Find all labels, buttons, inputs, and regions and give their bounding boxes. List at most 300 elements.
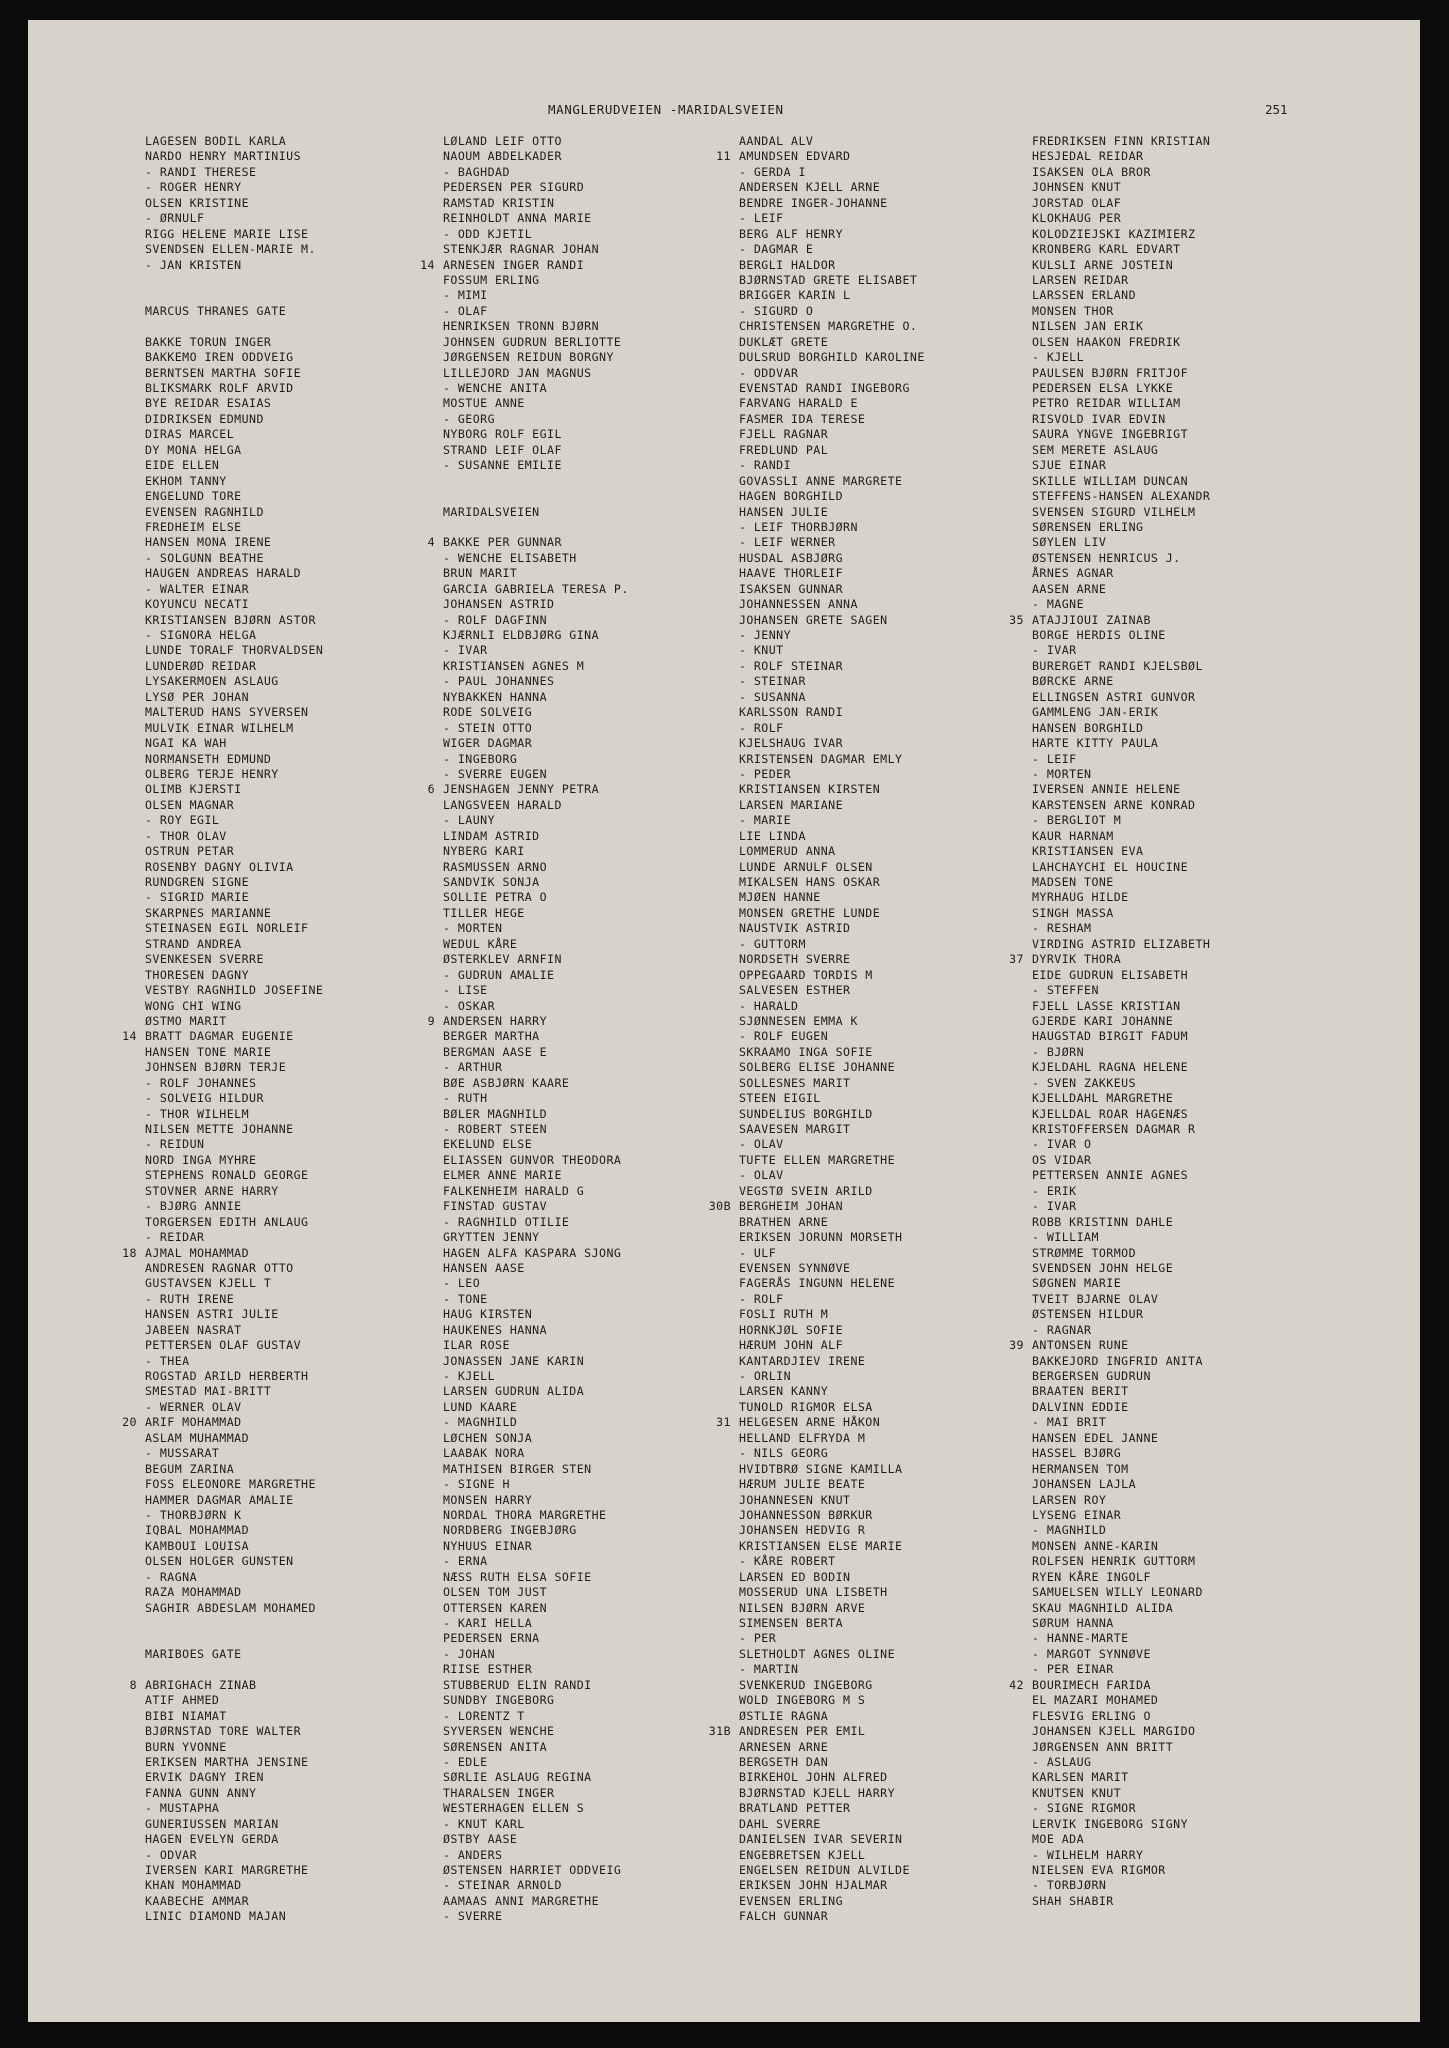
resident-name: HERMANSEN TOM xyxy=(1032,1461,1129,1476)
resident-name: - RESHAM xyxy=(1032,921,1092,936)
listing-row xyxy=(443,458,629,473)
resident-name: KRONBERG KARL EDVART xyxy=(1032,242,1181,257)
listing-row xyxy=(1032,134,1210,149)
resident-name: STRAND LEIF OLAF xyxy=(443,442,562,457)
listing-row xyxy=(145,1215,323,1230)
resident-name: EIDE GUDRUN ELISABETH xyxy=(1032,967,1189,982)
listing-row xyxy=(1032,1863,1210,1878)
listing-row xyxy=(443,1709,629,1724)
listing-row xyxy=(443,659,629,674)
resident-name: LAABAK NORA xyxy=(443,1446,525,1461)
resident-name: ASLAM MUHAMMAD xyxy=(145,1430,250,1445)
listing-row xyxy=(145,319,323,334)
listing-row xyxy=(739,196,925,211)
resident-name: NILSEN JAN ERIK xyxy=(1032,319,1144,334)
resident-name: - LAUNY xyxy=(443,813,496,828)
resident-name: ØSTLIE RAGNA xyxy=(739,1708,829,1723)
listing-row xyxy=(122,1029,323,1044)
resident-name: RYEN KÅRE INGOLF xyxy=(1032,1569,1151,1584)
listing-row xyxy=(739,613,925,628)
resident-name: - TONE xyxy=(443,1291,488,1306)
resident-name: LERVIK INGEBORG SIGNY xyxy=(1032,1816,1189,1831)
resident-name: EIDE ELLEN xyxy=(145,458,220,473)
resident-name: - ROLF xyxy=(739,720,784,735)
resident-name: SVENKERUD INGEBORG xyxy=(739,1677,873,1692)
listing-row xyxy=(1032,319,1210,334)
listing-row xyxy=(739,1631,925,1646)
resident-name: HAMMER DAGMAR AMALIE xyxy=(145,1492,294,1507)
listing-row xyxy=(145,1894,323,1909)
resident-name: GUSTAVSEN KJELL T xyxy=(145,1276,272,1291)
resident-name: - MAGNHILD xyxy=(443,1415,518,1430)
resident-name: - BJØRN xyxy=(1032,1044,1085,1059)
resident-name: - ROLF JOHANNES xyxy=(145,1075,257,1090)
listing-row xyxy=(443,1122,629,1137)
listing-row xyxy=(443,288,629,303)
listing-row xyxy=(739,180,925,195)
listing-row xyxy=(739,1400,925,1415)
listing-row xyxy=(739,767,925,782)
listing-row xyxy=(739,582,925,597)
listing-row xyxy=(739,1894,925,1909)
listing-row xyxy=(145,1091,323,1106)
listing-row xyxy=(145,196,323,211)
listing-row xyxy=(739,1678,925,1693)
resident-name: OLSEN MAGNAR xyxy=(145,797,235,812)
listing-row xyxy=(1032,1493,1210,1508)
resident-name: - PEDER xyxy=(739,766,792,781)
resident-name: - MAI BRIT xyxy=(1032,1415,1107,1430)
resident-name: KANTARDJIEV IRENE xyxy=(739,1353,866,1368)
listing-row xyxy=(739,288,925,303)
listing-row xyxy=(145,597,323,612)
resident-name: PETTERSEN ANNIE AGNES xyxy=(1032,1168,1189,1183)
house-number: 4 xyxy=(427,535,435,550)
resident-name: MADSEN TONE xyxy=(1032,875,1114,889)
listing-row xyxy=(739,535,925,550)
listing-row xyxy=(443,890,629,905)
listing-row xyxy=(145,1554,323,1569)
resident-name: ARNESEN ARNE xyxy=(739,1739,829,1754)
listing-row xyxy=(1032,443,1210,458)
resident-name: RODE SOLVEIG xyxy=(443,705,533,720)
resident-name: EVENSEN RAGNHILD xyxy=(145,504,264,519)
resident-name: - SVEN ZAKKEUS xyxy=(1032,1075,1137,1090)
resident-name: - SOLGUNN BEATHE xyxy=(145,550,264,565)
listing-row xyxy=(145,1107,323,1122)
listing-row xyxy=(739,1060,925,1075)
resident-name: MARCUS THRANES GATE xyxy=(145,303,287,318)
listing-row xyxy=(443,1693,629,1708)
resident-name: BRATT DAGMAR EUGENIE xyxy=(145,1029,294,1044)
resident-name: SOLBERG ELISE JOHANNE xyxy=(739,1060,896,1075)
listing-row xyxy=(739,906,925,921)
resident-name: SØRUM HANNA xyxy=(1032,1616,1114,1630)
listing-row xyxy=(443,1060,629,1075)
listing-row xyxy=(739,844,925,859)
directory-page xyxy=(28,20,1420,2022)
resident-name: CHRISTENSEN MARGRETHE O. xyxy=(739,319,918,334)
resident-name: - RUTH xyxy=(443,1091,488,1106)
resident-name: AANDAL ALV xyxy=(739,134,814,148)
listing-row xyxy=(1032,875,1210,890)
listing-row xyxy=(427,535,629,550)
resident-name: - JENNY xyxy=(739,628,792,642)
listing-row xyxy=(739,597,925,612)
resident-name: - IVAR xyxy=(443,643,488,658)
resident-name: IVERSEN KARI MARGRETHE xyxy=(145,1863,309,1877)
resident-name: MONSEN HARRY xyxy=(443,1492,533,1507)
listing-row xyxy=(739,721,925,736)
listing-row xyxy=(739,1539,925,1554)
resident-name: - JAN KRISTEN xyxy=(145,257,242,272)
listing-row xyxy=(145,366,323,381)
resident-name: KARLSEN MARIT xyxy=(1032,1770,1129,1785)
resident-name: - OLAF xyxy=(443,303,488,318)
resident-name: - GEORG xyxy=(443,411,496,426)
resident-name: OLBERG TERJE HENRY xyxy=(145,766,279,781)
resident-name: - RANDI THERESE xyxy=(145,164,257,179)
listing-row xyxy=(443,1631,629,1646)
listing-row xyxy=(739,1261,925,1276)
listing-row xyxy=(1032,1369,1210,1384)
resident-name: JENSHAGEN JENNY PETRA xyxy=(443,782,600,797)
resident-name: BRAATEN BERIT xyxy=(1032,1384,1129,1399)
listing-row xyxy=(145,752,323,767)
listing-row xyxy=(145,381,323,396)
listing-row xyxy=(145,258,323,273)
resident-name: MOSTUE ANNE xyxy=(443,396,525,411)
resident-name: JOHNSEN BJØRN TERJE xyxy=(145,1060,287,1075)
listing-row xyxy=(739,983,925,998)
listing-row xyxy=(122,1245,323,1261)
listing-row xyxy=(739,1848,925,1863)
resident-name: - BAGHDAD xyxy=(443,164,510,179)
resident-name: TILLER HEGE xyxy=(443,905,525,920)
resident-name: SJØNNESEN EMMA K xyxy=(739,1013,858,1028)
listing-row xyxy=(739,1137,925,1152)
listing-row xyxy=(145,1709,323,1724)
resident-name: BLIKSMARK ROLF ARVID xyxy=(145,381,294,395)
listing-row xyxy=(1009,1677,1210,1693)
house-number: 6 xyxy=(427,782,435,797)
resident-name: LØLAND LEIF OTTO xyxy=(443,134,562,148)
listing-row xyxy=(443,1369,629,1384)
listing-row xyxy=(145,659,323,674)
resident-name: ANTONSEN RUNE xyxy=(1032,1338,1129,1353)
listing-row xyxy=(443,1215,629,1230)
listing-row xyxy=(443,1431,629,1446)
listing-row xyxy=(1032,505,1210,520)
resident-name: - STEINAR ARNOLD xyxy=(443,1878,562,1893)
listing-row xyxy=(145,288,323,303)
resident-name: OLSEN HOLGER GUNSTEN xyxy=(145,1554,294,1569)
resident-name: ERVIK DAGNY IREN xyxy=(145,1770,264,1785)
listing-row xyxy=(443,875,629,890)
resident-name: - HARALD xyxy=(739,998,799,1013)
listing-row xyxy=(145,474,323,489)
listing-row xyxy=(1032,1724,1210,1739)
listing-row xyxy=(739,782,925,797)
resident-name: HAGEN EVELYN GERDA xyxy=(145,1832,279,1847)
listing-row xyxy=(1032,304,1210,319)
listing-row xyxy=(443,1338,629,1353)
listing-row xyxy=(739,566,925,581)
resident-name: ATAJJIOUI ZAINAB xyxy=(1032,612,1151,627)
listing-row xyxy=(1032,1354,1210,1369)
resident-name: LAHCHAYCHI EL HOUCINE xyxy=(1032,859,1189,874)
listing-row xyxy=(1032,1570,1210,1585)
resident-name: KRISTIANSEN EVA xyxy=(1032,844,1144,859)
listing-row xyxy=(739,1755,925,1770)
resident-name: - STEIN OTTO xyxy=(443,720,533,735)
listing-row xyxy=(145,1168,323,1183)
listing-row xyxy=(443,628,629,643)
resident-name: TUFTE ELLEN MARGRETHE xyxy=(739,1152,896,1167)
resident-name: FAGERÅS INGUNN HELENE xyxy=(739,1276,896,1291)
listing-row xyxy=(443,180,629,195)
resident-name: MALTERUD HANS SYVERSEN xyxy=(145,705,309,720)
resident-name: LUNDERØD REIDAR xyxy=(145,658,257,673)
listing-row xyxy=(443,752,629,767)
resident-name: BENDRE INGER-JOHANNE xyxy=(739,195,888,210)
resident-name: SAGHIR ABDESLAM MOHAMED xyxy=(145,1600,316,1615)
listing-row xyxy=(145,1848,323,1863)
resident-name: - TORBJØRN xyxy=(1032,1878,1107,1893)
listing-row xyxy=(1032,1647,1210,1662)
resident-name: STEINASEN EGIL NORLEIF xyxy=(145,921,309,936)
resident-name: BRUN MARIT xyxy=(443,566,518,581)
listing-row xyxy=(739,1585,925,1600)
listing-row xyxy=(145,1817,323,1832)
listing-row xyxy=(443,1585,629,1600)
resident-name: - SIGURD O xyxy=(739,303,814,318)
listing-row xyxy=(443,844,629,859)
resident-name: LIE LINDA xyxy=(739,828,806,843)
resident-name: - MUSTAPHA xyxy=(145,1801,220,1816)
listing-row xyxy=(145,736,323,751)
listing-row xyxy=(739,1230,925,1245)
resident-name: HAUG KIRSTEN xyxy=(443,1307,533,1322)
resident-name: LAGESEN BODIL KARLA xyxy=(145,134,287,148)
listing-row xyxy=(443,304,629,319)
resident-name: NAOUM ABDELKADER xyxy=(443,149,562,164)
listing-row xyxy=(443,813,629,828)
resident-name: NORD INGA MYHRE xyxy=(145,1152,257,1167)
listing-row xyxy=(739,1477,925,1492)
resident-name: - GUTTORM xyxy=(739,936,806,951)
resident-name: - MUSSARAT xyxy=(145,1446,220,1461)
resident-name: KRISTIANSEN BJØRN ASTOR xyxy=(145,612,316,627)
resident-name: ENGELUND TORE xyxy=(145,489,242,504)
resident-name: - OLAV xyxy=(739,1168,784,1183)
listing-row xyxy=(145,396,323,411)
resident-name: WOLD INGEBORG M S xyxy=(739,1693,866,1708)
listing-row xyxy=(443,1601,629,1616)
resident-name: - ROGER HENRY xyxy=(145,180,242,195)
listing-row xyxy=(1032,860,1210,875)
resident-name: ANDRESEN PER EMIL xyxy=(739,1724,866,1739)
listing-row xyxy=(145,1539,323,1554)
resident-name: PEDERSEN ERNA xyxy=(443,1631,540,1646)
resident-name: HAUGEN ANDREAS HARALD xyxy=(145,566,302,581)
resident-name: - IVAR xyxy=(1032,643,1077,658)
listing-row xyxy=(739,1246,925,1261)
resident-name: KARLSSON RANDI xyxy=(739,705,844,720)
listing-row xyxy=(1032,937,1210,952)
resident-name: KJÆRNLI ELDBJØRG GINA xyxy=(443,628,600,642)
listing-row xyxy=(145,782,323,797)
resident-name: EKELUND ELSE xyxy=(443,1137,533,1152)
resident-name: RIGG HELENE MARIE LISE xyxy=(145,226,309,241)
resident-name: - ERNA xyxy=(443,1554,488,1569)
listing-row xyxy=(145,1570,323,1585)
listing-row xyxy=(443,829,629,844)
listing-row xyxy=(129,1677,323,1693)
listing-row xyxy=(443,921,629,936)
resident-name: WIGER DAGMAR xyxy=(443,736,533,751)
listing-row xyxy=(443,1770,629,1785)
listing-row xyxy=(1032,1848,1210,1863)
resident-name: - SIGNE H xyxy=(443,1477,510,1492)
listing-row xyxy=(443,1292,629,1307)
resident-name: STUBBERUD ELIN RANDI xyxy=(443,1677,592,1692)
resident-name: BØLER MAGNHILD xyxy=(443,1106,548,1121)
listing-row xyxy=(1032,520,1210,535)
resident-name: - SIGNORA HELGA xyxy=(145,628,257,642)
resident-name: FALKENHEIM HARALD G xyxy=(443,1183,585,1198)
resident-name: - ARTHUR xyxy=(443,1060,503,1075)
resident-name: EKHOM TANNY xyxy=(145,473,227,488)
listing-row xyxy=(739,968,925,983)
resident-name: EVENSEN ERLING xyxy=(739,1893,844,1908)
resident-name: - ASLAUG xyxy=(1032,1754,1092,1769)
resident-name: TVEIT BJARNE OLAV xyxy=(1032,1291,1159,1306)
listing-row xyxy=(739,1045,925,1060)
listing-row xyxy=(145,921,323,936)
resident-name: PAULSEN BJØRN FRITJOF xyxy=(1032,365,1189,380)
resident-name: - RUTH IRENE xyxy=(145,1291,235,1306)
listing-row xyxy=(443,613,629,628)
listing-row xyxy=(1032,366,1210,381)
listing-row xyxy=(1032,196,1210,211)
resident-name: - INGEBORG xyxy=(443,751,518,766)
listing-row xyxy=(443,1848,629,1863)
listing-row xyxy=(1032,1230,1210,1245)
listing-row xyxy=(145,1770,323,1785)
listing-row xyxy=(739,1029,925,1044)
listing-row xyxy=(1032,458,1210,473)
listing-row xyxy=(739,1709,925,1724)
listing-row xyxy=(1032,736,1210,751)
resident-name: JOHANNESSEN ANNA xyxy=(739,597,858,612)
listing-row xyxy=(1032,1755,1210,1770)
resident-name: VIRDING ASTRID ELIZABETH xyxy=(1032,936,1211,951)
listing-row xyxy=(443,1616,629,1631)
column-2 xyxy=(420,134,629,1925)
listing-row xyxy=(1032,1616,1210,1631)
listing-row xyxy=(1032,1894,1210,1909)
listing-row xyxy=(443,381,629,396)
listing-row xyxy=(145,165,323,180)
listing-row xyxy=(739,659,925,674)
resident-name: PETRO REIDAR WILLIAM xyxy=(1032,396,1181,411)
listing-row xyxy=(1032,690,1210,705)
house-number: 9 xyxy=(427,1013,435,1028)
resident-name: HAUGSTAD BIRGIT FADUM xyxy=(1032,1029,1189,1044)
resident-name: - BJØRG ANNIE xyxy=(145,1199,242,1214)
resident-name: - HANNE-MARTE xyxy=(1032,1631,1129,1646)
resident-name: MOE ADA xyxy=(1032,1832,1085,1847)
resident-name: - IVAR xyxy=(1032,1199,1077,1214)
resident-name: STOVNER ARNE HARRY xyxy=(145,1183,279,1198)
listing-row xyxy=(443,227,629,242)
resident-name: THARALSEN INGER xyxy=(443,1785,555,1800)
listing-row xyxy=(443,1909,629,1924)
listing-row xyxy=(1032,1060,1210,1075)
listing-row xyxy=(145,458,323,473)
listing-row xyxy=(739,1153,925,1168)
resident-name: - PER EINAR xyxy=(1032,1662,1114,1677)
resident-name: JØRGENSEN REIDUN BORGNY xyxy=(443,350,614,365)
listing-row xyxy=(1032,582,1210,597)
column-1 xyxy=(122,134,324,1925)
resident-name: ABRIGHACH ZINAB xyxy=(145,1677,257,1692)
resident-name: BAKKEJORD INGFRID ANITA xyxy=(1032,1353,1203,1368)
resident-name: JABEEN NASRAT xyxy=(145,1322,242,1337)
resident-name: FARVANG HARALD E xyxy=(739,396,858,411)
resident-name: JOHANNESSON BØRKUR xyxy=(739,1507,873,1522)
resident-name: KAUR HARNAM xyxy=(1032,828,1114,843)
listing-row xyxy=(145,582,323,597)
listing-row xyxy=(739,813,925,828)
house-number: 20 xyxy=(122,1415,137,1430)
resident-name: LANGSVEEN HARALD xyxy=(443,797,562,812)
resident-name: - ROLF xyxy=(739,1291,784,1306)
resident-name: BURN YVONNE xyxy=(145,1739,227,1754)
resident-name: BAKKEMO IREN ODDVEIG xyxy=(145,350,294,365)
listing-row xyxy=(1032,628,1210,643)
listing-row xyxy=(443,952,629,967)
listing-row xyxy=(716,1415,925,1430)
resident-name: BORGE HERDIS OLINE xyxy=(1032,628,1166,642)
listing-row xyxy=(443,1786,629,1801)
listing-row xyxy=(145,875,323,890)
listing-row xyxy=(1032,1523,1210,1538)
resident-name: - STEINAR xyxy=(739,674,806,689)
resident-name: - PAUL JOHANNES xyxy=(443,674,555,689)
resident-name: MATHISEN BIRGER STEN xyxy=(443,1461,592,1476)
listing-row xyxy=(443,860,629,875)
resident-name: ARNESEN INGER RANDI xyxy=(443,257,585,272)
resident-name: NAUSTVIK ASTRID xyxy=(739,921,851,936)
resident-name: ANDERSEN KJELL ARNE xyxy=(739,180,881,195)
listing-row xyxy=(443,350,629,365)
resident-name: BERGHEIM JOHAN xyxy=(739,1199,844,1214)
listing-row xyxy=(145,1400,323,1415)
resident-name: ANDERSEN HARRY xyxy=(443,1013,548,1028)
listing-row xyxy=(443,1230,629,1245)
listing-row xyxy=(443,597,629,612)
resident-name: - THOR OLAV xyxy=(145,828,227,843)
resident-name: - JOHAN xyxy=(443,1646,496,1661)
resident-name: - RAGNAR xyxy=(1032,1322,1092,1337)
listing-row xyxy=(1032,1601,1210,1616)
listing-row xyxy=(443,1107,629,1122)
resident-name: FOSSUM ERLING xyxy=(443,272,540,287)
resident-name: - OSKAR xyxy=(443,998,496,1013)
resident-name: FREDHEIM ELSE xyxy=(145,519,242,534)
